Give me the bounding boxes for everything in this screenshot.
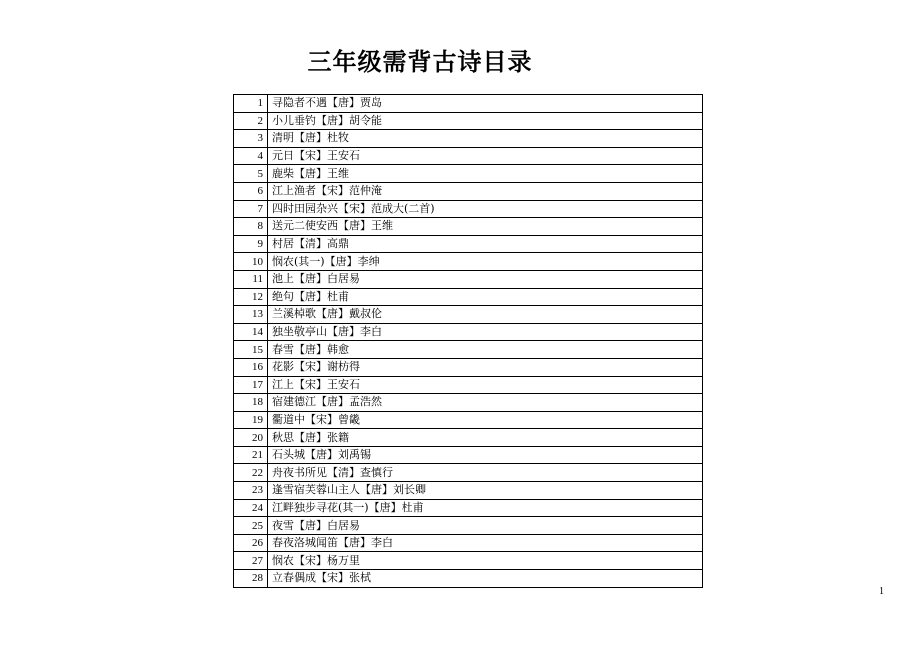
row-number: 4 (234, 147, 268, 165)
table-row (234, 218, 703, 236)
poem-entry: 鹿柴【唐】王维 (268, 165, 703, 183)
row-number: 8 (234, 218, 268, 236)
poem-entry: 元日【宋】王安石 (268, 147, 703, 165)
table-row (234, 200, 703, 218)
table-row (234, 165, 703, 183)
poem-entry: 江上【宋】王安石 (268, 376, 703, 394)
table-row (234, 323, 703, 341)
table-row (234, 253, 703, 271)
poem-entry: 兰溪棹歌【唐】戴叔伦 (268, 306, 703, 324)
table-row (234, 288, 703, 306)
row-number: 10 (234, 253, 268, 271)
row-number: 7 (234, 200, 268, 218)
poem-entry: 独坐敬亭山【唐】李白 (268, 323, 703, 341)
poem-entry: 花影【宋】谢枋得 (268, 358, 703, 376)
table-row (234, 552, 703, 570)
table-row (234, 482, 703, 500)
poem-entry: 江畔独步寻花(其一)【唐】杜甫 (268, 499, 703, 517)
table-row (234, 517, 703, 535)
table-row (234, 341, 703, 359)
poem-entry: 绝句【唐】杜甫 (268, 288, 703, 306)
row-number: 26 (234, 534, 268, 552)
table-row (234, 464, 703, 482)
poem-entry: 春雪【唐】韩愈 (268, 341, 703, 359)
poem-entry: 衢道中【宋】曾畿 (268, 411, 703, 429)
row-number: 15 (234, 341, 268, 359)
table-row (234, 429, 703, 447)
table-row (234, 411, 703, 429)
table-row (234, 376, 703, 394)
poem-list-table (233, 94, 703, 588)
table-row (234, 95, 703, 113)
row-number: 22 (234, 464, 268, 482)
row-number: 12 (234, 288, 268, 306)
poem-entry: 小儿垂钓【唐】胡令能 (268, 112, 703, 130)
row-number: 3 (234, 130, 268, 148)
poem-entry: 宿建德江【唐】孟浩然 (268, 394, 703, 412)
table-row (234, 130, 703, 148)
poem-entry: 舟夜书所见【清】查慎行 (268, 464, 703, 482)
table-row (234, 358, 703, 376)
poem-entry: 池上【唐】白居易 (268, 270, 703, 288)
row-number: 18 (234, 394, 268, 412)
row-number: 17 (234, 376, 268, 394)
table-row (234, 182, 703, 200)
poem-entry: 江上渔者【宋】范仲淹 (268, 182, 703, 200)
table-row (234, 394, 703, 412)
row-number: 5 (234, 165, 268, 183)
poem-entry: 石头城【唐】刘禹锡 (268, 446, 703, 464)
poem-entry: 秋思【唐】张籍 (268, 429, 703, 447)
poem-entry: 四时田园杂兴【宋】范成大(二首) (268, 200, 703, 218)
page-title: 三年级需背古诗目录 (307, 48, 533, 76)
table-row (234, 570, 703, 588)
table-row (234, 499, 703, 517)
table-row (234, 235, 703, 253)
row-number: 13 (234, 306, 268, 324)
row-number: 6 (234, 182, 268, 200)
poem-entry: 送元二使安西【唐】王维 (268, 218, 703, 236)
poem-entry: 立春偶成【宋】张栻 (268, 570, 703, 588)
table-row (234, 147, 703, 165)
row-number: 21 (234, 446, 268, 464)
row-number: 23 (234, 482, 268, 500)
table-row (234, 112, 703, 130)
poem-entry: 逢雪宿芙蓉山主人【唐】刘长卿 (268, 482, 703, 500)
row-number: 11 (234, 270, 268, 288)
page-number: 1 (879, 586, 884, 597)
poem-entry: 悯农(其一)【唐】李绅 (268, 253, 703, 271)
row-number: 2 (234, 112, 268, 130)
row-number: 28 (234, 570, 268, 588)
row-number: 19 (234, 411, 268, 429)
row-number: 9 (234, 235, 268, 253)
poem-entry: 悯农【宋】杨万里 (268, 552, 703, 570)
row-number: 16 (234, 358, 268, 376)
poem-entry: 春夜洛城闻笛【唐】李白 (268, 534, 703, 552)
poem-entry: 清明【唐】杜牧 (268, 130, 703, 148)
poem-entry: 夜雪【唐】白居易 (268, 517, 703, 535)
row-number: 1 (234, 95, 268, 113)
poem-entry: 寻隐者不遇【唐】贾岛 (268, 95, 703, 113)
table-row (234, 270, 703, 288)
row-number: 25 (234, 517, 268, 535)
table-row (234, 534, 703, 552)
row-number: 14 (234, 323, 268, 341)
row-number: 20 (234, 429, 268, 447)
row-number: 27 (234, 552, 268, 570)
poem-entry: 村居【清】高鼎 (268, 235, 703, 253)
table-row (234, 446, 703, 464)
table-row (234, 306, 703, 324)
row-number: 24 (234, 499, 268, 517)
